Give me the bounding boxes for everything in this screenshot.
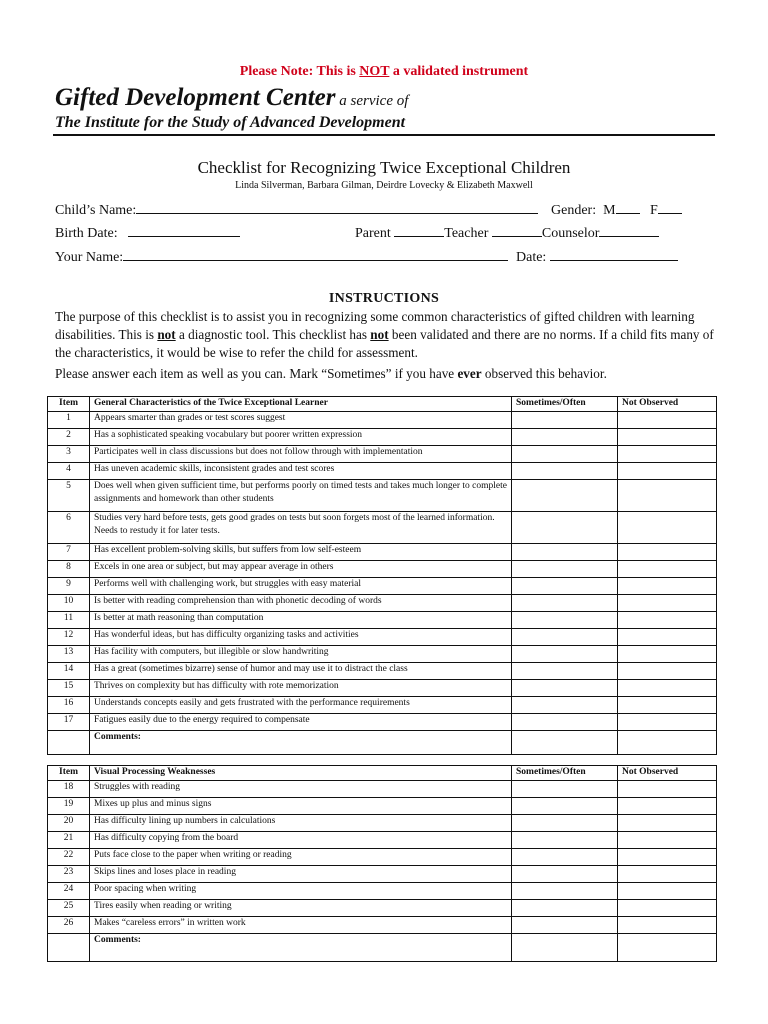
your-name-row bbox=[55, 247, 508, 266]
instructions-text-c: been validated and there are no norms. If a child fits many of the characteristics, it would be wise to refer the child for assessment. bbox=[55, 327, 714, 360]
table-row bbox=[48, 446, 717, 463]
gender-f-label: F bbox=[650, 203, 658, 218]
table-row bbox=[48, 512, 717, 544]
table-row bbox=[48, 781, 717, 798]
item-number: 22 bbox=[48, 849, 90, 866]
table-row bbox=[48, 815, 717, 832]
item-number: 6 bbox=[48, 512, 90, 544]
item-number: 15 bbox=[48, 680, 90, 697]
table-row bbox=[48, 463, 717, 480]
your-name-field[interactable] bbox=[123, 247, 508, 261]
item-text: Skips lines and loses place in reading bbox=[90, 866, 512, 883]
sometimes-cell[interactable] bbox=[512, 646, 618, 663]
sometimes-cell[interactable] bbox=[512, 512, 618, 544]
sometimes-cell[interactable] bbox=[512, 866, 618, 883]
sometimes-cell[interactable] bbox=[512, 412, 618, 429]
item-text: Struggles with reading bbox=[90, 781, 512, 798]
not-observed-cell[interactable] bbox=[618, 917, 717, 934]
childs-name-label: Child’s Name: bbox=[55, 203, 137, 218]
not-observed-cell[interactable] bbox=[618, 446, 717, 463]
not-observed-cell[interactable] bbox=[618, 832, 717, 849]
not-observed-cell[interactable] bbox=[618, 544, 717, 561]
comments-item-cell bbox=[48, 934, 90, 962]
item-text: Has facility with computers, but illegible or slow handwriting bbox=[90, 646, 512, 663]
gender-m-label: M bbox=[603, 203, 616, 218]
item-number: 9 bbox=[48, 578, 90, 595]
sometimes-cell[interactable] bbox=[512, 815, 618, 832]
sometimes-cell[interactable] bbox=[512, 849, 618, 866]
not-observed-cell[interactable] bbox=[618, 849, 717, 866]
item-text: Makes “careless errors” in written work bbox=[90, 917, 512, 934]
sometimes-cell[interactable] bbox=[512, 697, 618, 714]
birth-date-field[interactable] bbox=[128, 223, 240, 237]
table-row bbox=[48, 578, 717, 595]
gender-label: Gender: bbox=[551, 203, 597, 218]
sometimes-cell[interactable] bbox=[512, 832, 618, 849]
not-observed-cell[interactable] bbox=[618, 629, 717, 646]
birth-date-label: Birth Date: bbox=[55, 226, 118, 241]
gender-row bbox=[551, 200, 682, 219]
item-number: 20 bbox=[48, 815, 90, 832]
item-text: Has difficulty lining up numbers in calculations bbox=[90, 815, 512, 832]
birth-date-row bbox=[55, 223, 240, 242]
table-row bbox=[48, 561, 717, 578]
item-column-header: Item bbox=[48, 766, 90, 781]
not-observed-cell[interactable] bbox=[618, 663, 717, 680]
sometimes-cell bbox=[512, 731, 618, 755]
item-number: 2 bbox=[48, 429, 90, 446]
item-column-header: Item bbox=[48, 397, 90, 412]
sometimes-cell[interactable] bbox=[512, 446, 618, 463]
table-row bbox=[48, 798, 717, 815]
not-observed-cell[interactable] bbox=[618, 866, 717, 883]
comments-item-cell bbox=[48, 731, 90, 755]
comments-row bbox=[48, 934, 717, 962]
not-observed-cell[interactable] bbox=[618, 646, 717, 663]
document-authors: Linda Silverman, Barbara Gilman, Deirdre Lovecky & Elizabeth Maxwell bbox=[235, 180, 533, 191]
document-title: Checklist for Recognizing Twice Exceptional Children bbox=[197, 158, 571, 177]
sometimes-cell[interactable] bbox=[512, 900, 618, 917]
item-number: 18 bbox=[48, 781, 90, 798]
not-observed-cell bbox=[618, 934, 717, 962]
sometimes-cell[interactable] bbox=[512, 578, 618, 595]
item-text: Has excellent problem-solving skills, but suffers from low self-esteem bbox=[90, 544, 512, 561]
item-number: 7 bbox=[48, 544, 90, 561]
item-text: Performs well with challenging work, but struggles with easy material bbox=[90, 578, 512, 595]
table-row bbox=[48, 429, 717, 446]
gender-f-field[interactable] bbox=[658, 200, 682, 214]
item-number: 4 bbox=[48, 463, 90, 480]
item-number: 3 bbox=[48, 446, 90, 463]
emphasis-not-1: not bbox=[157, 327, 176, 342]
item-text: Is better at math reasoning than computation bbox=[90, 612, 512, 629]
item-text: Has wonderful ideas, but has difficulty organizing tasks and activities bbox=[90, 629, 512, 646]
note-prefix: Please Note: This is bbox=[239, 64, 360, 79]
table-row bbox=[48, 680, 717, 697]
date-label: Date: bbox=[516, 250, 547, 265]
item-text: Does well when given sufficient time, but performs poorly on timed tests and takes much longer to complete assignments and homework than other students bbox=[90, 480, 512, 512]
teacher-label: Teacher bbox=[444, 226, 489, 241]
organization-name bbox=[55, 84, 408, 112]
sometimes-column-header: Sometimes/Often bbox=[512, 397, 618, 412]
sometimes-cell[interactable] bbox=[512, 781, 618, 798]
not-observed-column-header: Not Observed bbox=[618, 766, 717, 781]
not-observed-cell[interactable] bbox=[618, 561, 717, 578]
counselor-label: Counselor bbox=[541, 226, 600, 241]
item-text: Has a great (sometimes bizarre) sense of humor and may use it to distract the class bbox=[90, 663, 512, 680]
item-number: 21 bbox=[48, 832, 90, 849]
sometimes-cell[interactable] bbox=[512, 429, 618, 446]
instructions-paragraph bbox=[55, 308, 720, 362]
table-header-row bbox=[48, 397, 717, 412]
not-observed-cell[interactable] bbox=[618, 612, 717, 629]
role-row bbox=[355, 223, 659, 242]
note-not: NOT bbox=[359, 64, 390, 79]
item-text: Understands concepts easily and gets frustrated with the performance requirements bbox=[90, 697, 512, 714]
gender-m-field[interactable] bbox=[616, 200, 640, 214]
item-text: Participates well in class discussions but does not follow through with implementation bbox=[90, 446, 512, 463]
not-observed-cell[interactable] bbox=[618, 883, 717, 900]
item-text: Poor spacing when writing bbox=[90, 883, 512, 900]
childs-name-field[interactable] bbox=[136, 200, 538, 214]
table-row bbox=[48, 412, 717, 429]
instructions-answer-note bbox=[55, 366, 720, 382]
item-text: Has a sophisticated speaking vocabulary but poorer written expression bbox=[90, 429, 512, 446]
note-suffix: a validated instrument bbox=[389, 64, 529, 79]
item-number: 12 bbox=[48, 629, 90, 646]
parent-field[interactable] bbox=[394, 223, 444, 237]
general-characteristics-table bbox=[47, 396, 717, 755]
item-number: 8 bbox=[48, 561, 90, 578]
table-row bbox=[48, 646, 717, 663]
item-number: 13 bbox=[48, 646, 90, 663]
table-row bbox=[48, 866, 717, 883]
not-observed-cell[interactable] bbox=[618, 815, 717, 832]
sometimes-cell[interactable] bbox=[512, 663, 618, 680]
table-row bbox=[48, 629, 717, 646]
not-observed-cell bbox=[618, 731, 717, 755]
sometimes-cell[interactable] bbox=[512, 798, 618, 815]
not-observed-cell[interactable] bbox=[618, 680, 717, 697]
table-row bbox=[48, 900, 717, 917]
instructions-text-b: a diagnostic tool. This checklist has bbox=[175, 327, 371, 342]
not-observed-cell[interactable] bbox=[618, 900, 717, 917]
table-row bbox=[48, 849, 717, 866]
characteristic-column-header: General Characteristics of the Twice Exceptional Learner bbox=[90, 397, 512, 412]
item-text: Puts face close to the paper when writing or reading bbox=[90, 849, 512, 866]
item-number: 1 bbox=[48, 412, 90, 429]
parent-label: Parent bbox=[355, 226, 391, 241]
sometimes-cell[interactable] bbox=[512, 561, 618, 578]
not-observed-cell[interactable] bbox=[618, 595, 717, 612]
item-number: 10 bbox=[48, 595, 90, 612]
item-number: 14 bbox=[48, 663, 90, 680]
not-observed-cell[interactable] bbox=[618, 578, 717, 595]
weakness-column-header: Visual Processing Weaknesses bbox=[90, 766, 512, 781]
emphasis-ever: ever bbox=[457, 366, 482, 381]
childs-name-row bbox=[55, 200, 538, 219]
comments-row bbox=[48, 731, 717, 755]
not-observed-cell[interactable] bbox=[618, 480, 717, 512]
table-row bbox=[48, 612, 717, 629]
not-observed-cell[interactable] bbox=[618, 798, 717, 815]
sometimes-cell[interactable] bbox=[512, 629, 618, 646]
answer-note-text-a: Please answer each item as well as you can. Mark “Sometimes” if you have bbox=[55, 366, 458, 381]
answer-note-text-b: observed this behavior. bbox=[481, 366, 607, 381]
emphasis-not-2: not bbox=[370, 327, 389, 342]
sometimes-cell[interactable] bbox=[512, 463, 618, 480]
item-number: 5 bbox=[48, 480, 90, 512]
table-row bbox=[48, 663, 717, 680]
item-number: 25 bbox=[48, 900, 90, 917]
sometimes-cell bbox=[512, 934, 618, 962]
sometimes-cell[interactable] bbox=[512, 883, 618, 900]
sometimes-cell[interactable] bbox=[512, 680, 618, 697]
item-text: Fatigues easily due to the energy required to compensate bbox=[90, 714, 512, 731]
not-observed-cell[interactable] bbox=[618, 463, 717, 480]
sometimes-cell[interactable] bbox=[512, 544, 618, 561]
org-service: a service of bbox=[335, 93, 409, 109]
sometimes-cell[interactable] bbox=[512, 714, 618, 731]
teacher-field[interactable] bbox=[492, 223, 542, 237]
item-text: Appears smarter than grades or test scores suggest bbox=[90, 412, 512, 429]
date-row bbox=[516, 247, 678, 266]
table-row bbox=[48, 883, 717, 900]
sometimes-cell[interactable] bbox=[512, 480, 618, 512]
table-row bbox=[48, 714, 717, 731]
org-name: Gifted Development Center bbox=[55, 84, 336, 111]
item-text: Has difficulty copying from the board bbox=[90, 832, 512, 849]
visual-processing-table bbox=[47, 765, 717, 962]
item-number: 17 bbox=[48, 714, 90, 731]
your-name-label: Your Name: bbox=[55, 250, 124, 265]
item-number: 11 bbox=[48, 612, 90, 629]
item-text: Excels in one area or subject, but may appear average in others bbox=[90, 561, 512, 578]
item-text: Tires easily when reading or writing bbox=[90, 900, 512, 917]
table-row bbox=[48, 595, 717, 612]
table-row bbox=[48, 917, 717, 934]
item-number: 24 bbox=[48, 883, 90, 900]
instructions-heading: INSTRUCTIONS bbox=[328, 291, 440, 306]
item-number: 23 bbox=[48, 866, 90, 883]
institute-name: The Institute for the Study of Advanced Development bbox=[55, 114, 406, 131]
not-observed-cell[interactable] bbox=[618, 714, 717, 731]
table-row bbox=[48, 544, 717, 561]
not-observed-cell[interactable] bbox=[618, 512, 717, 544]
not-observed-cell[interactable] bbox=[618, 412, 717, 429]
table-row bbox=[48, 480, 717, 512]
item-text: Is better with reading comprehension than with phonetic decoding of words bbox=[90, 595, 512, 612]
table-header-row bbox=[48, 766, 717, 781]
item-text: Thrives on complexity but has difficulty with rote memorization bbox=[90, 680, 512, 697]
table-row bbox=[48, 832, 717, 849]
not-observed-cell[interactable] bbox=[618, 429, 717, 446]
comments-field[interactable]: Comments: bbox=[90, 934, 512, 962]
header-rule bbox=[53, 134, 715, 136]
date-field[interactable] bbox=[550, 247, 678, 261]
not-observed-cell[interactable] bbox=[618, 781, 717, 798]
sometimes-cell[interactable] bbox=[512, 917, 618, 934]
not-observed-column-header: Not Observed bbox=[618, 397, 717, 412]
sometimes-cell[interactable] bbox=[512, 595, 618, 612]
item-number: 19 bbox=[48, 798, 90, 815]
counselor-field[interactable] bbox=[599, 223, 659, 237]
instructions-text-a: The purpose of this checklist is to assist you in recognizing some common characteristics of gifted children with learning disabilities. This is bbox=[55, 309, 695, 342]
comments-field[interactable]: Comments: bbox=[90, 731, 512, 755]
item-text: Has uneven academic skills, inconsistent grades and test scores bbox=[90, 463, 512, 480]
sometimes-column-header: Sometimes/Often bbox=[512, 766, 618, 781]
item-text: Mixes up plus and minus signs bbox=[90, 798, 512, 815]
item-number: 16 bbox=[48, 697, 90, 714]
table-row bbox=[48, 697, 717, 714]
validation-note bbox=[0, 64, 768, 80]
item-number: 26 bbox=[48, 917, 90, 934]
sometimes-cell[interactable] bbox=[512, 612, 618, 629]
item-text: Studies very hard before tests, gets good grades on tests but soon forgets most of the learned information. Needs to restudy it for later tests. bbox=[90, 512, 512, 544]
not-observed-cell[interactable] bbox=[618, 697, 717, 714]
